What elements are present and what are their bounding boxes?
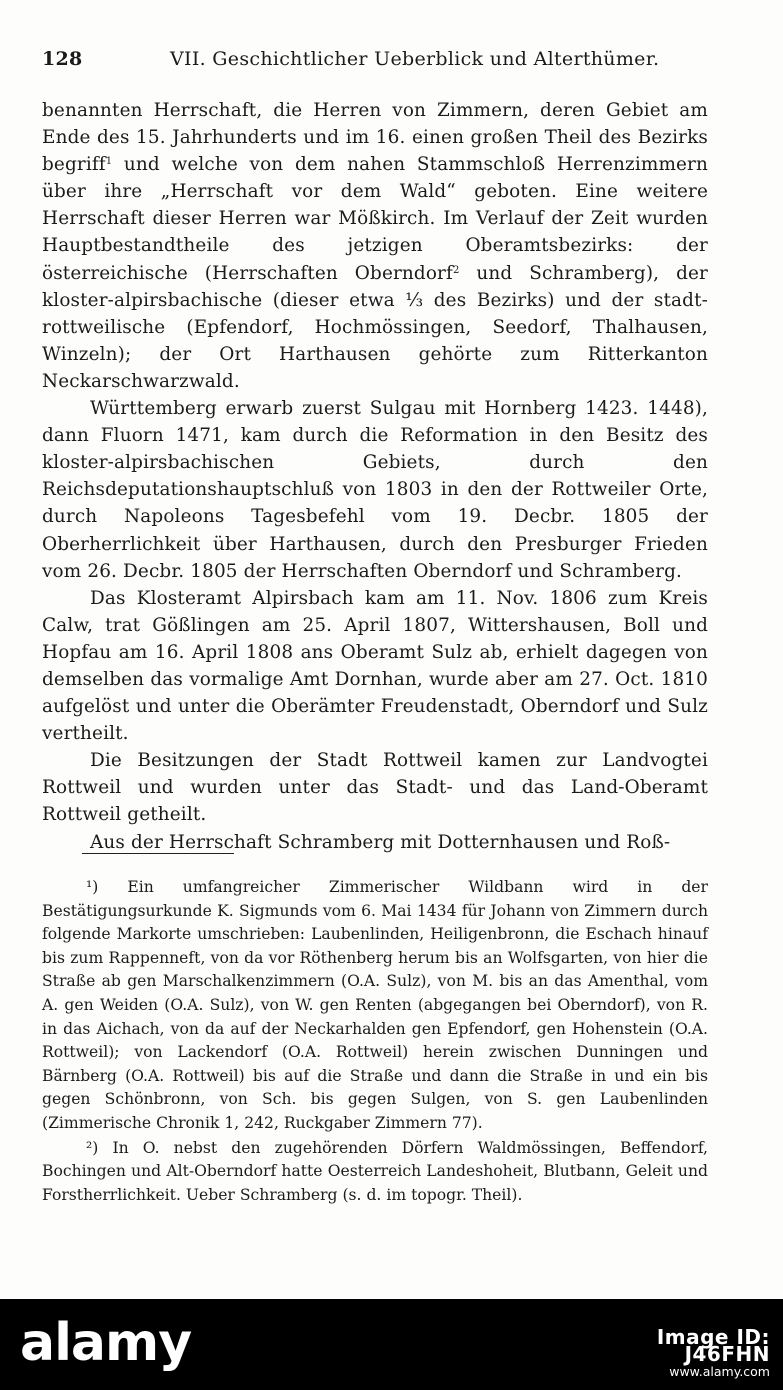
running-title: VII. Geschichtlicher Ueberblick und Alterthümer. xyxy=(170,48,660,70)
site-url: www.alamy.com xyxy=(669,1364,770,1379)
paragraph-4: Die Besitzungen der Stadt Rottweil kamen zur Landvogtei Rottweil und wurden unter das Stadt- und das Land-Oberamt Rottweil getheilt. xyxy=(42,750,708,826)
watermark-caption xyxy=(620,1327,770,1380)
paragraph-5: Aus der Herrschaft Schramberg mit Dotternhausen und Roß- xyxy=(90,831,671,853)
paragraph-2: Württemberg erwarb zuerst Sulgau mit Hornberg 1423. 1448), dann Fluorn 1471, kam durch die Reformation in den Besitz des kloster-alpirsbachischen Gebiets, durch den Reichsdeputationshauptschluß von 1803 in den der Rottweiler Orte, durch Napoleons Tagesbefehl vom 19. Decbr. 1805 der Oberherrlichkeit über Harthausen, durch den Presburger Frieden vom 26. Decbr. 1805 der Herrschaften Oberndorf und Schramberg. xyxy=(42,398,708,582)
footnote-separator xyxy=(82,853,234,854)
footnote-1-text: Ein umfangreicher Zimmerischer Wildbann wird in der Bestätigungsurkunde K. Sigmunds vom 6. Mai 1434 für Johann von Zimmern durch folgende Markorte umschrieben: Laubenlinden, Heiligenbronn, die Eschach hinauf bis zum Rappenneft, von da vor Röthenberg herum bis an Wolfsgarten, von hier die Straße ab gen Marschalkenzimmern (O.A. Sulz), von M. bis an das Amenthal, vom A. gen Weiden (O.A. Sulz), von W. gen Renten (abgegangen bei Oberndorf), von R. in das Aichach, von da auf der Neckarhalden gen Epfendorf, gen Hohenstein (O.A. Rottweil); von Lackendorf (O.A. Rottweil) herein zwischen Dunningen und Bärnberg (O.A. Rottweil) bis auf die Straße und dann die Straße in und ein bis gegen Schönbronn, von Sch. bis gegen Sulgen, von S. gen Laubenlinden (Zimmerische Chronik 1, 242, Ruckgaber Zimmern 77). xyxy=(42,878,708,1132)
image-id: Image ID: J46FHN xyxy=(656,1325,770,1366)
paragraph-1 xyxy=(42,97,708,395)
footnote-2 xyxy=(42,1137,708,1208)
page-number: 128 xyxy=(42,48,83,70)
footnote-2-text: In O. nebst den zugehörenden Dörfern Waldmössingen, Beffendorf, Bochingen und Alt-Oberndorf hatte Oesterreich Landeshoheit, Blutbann, Geleit und Forstherrlichkeit. Ueber Schramberg (s. d. im topogr. Theil). xyxy=(42,1138,708,1204)
footnote-ref-1: 1 xyxy=(105,156,113,168)
alamy-logo: alamy xyxy=(20,1313,192,1373)
paragraph-1-text-b: und welche von dem nahen Stammschloß Herrenzimmern über ihre „Herrschaft vor dem Wald“ geboten. Eine weitere Herrschaft dieser Herren war Mößkirch. Im Verlauf der Zeit wurden Hauptbestandtheile des jetzigen Oberamtsbezirks: der österreichische (Herrschaften Oberndorf xyxy=(42,154,708,284)
paragraph-1-text-c: und Schramberg), der kloster-alpirsbachische (dieser etwa ⅓ des Bezirks) und der stadt-rottweilische (Epfendorf, Hochmössingen, Seedorf, Thalhausen, Winzeln); der Ort Harthausen gehörte zum Ritterkanton Neckarschwarzwald. xyxy=(42,262,708,392)
page-header xyxy=(42,48,742,76)
footnote-2-mark: ²) xyxy=(86,1138,99,1157)
footnote-ref-2: 2 xyxy=(452,264,460,276)
footnotes xyxy=(42,876,708,1208)
footnote-1 xyxy=(42,876,708,1136)
footnote-1-mark: ¹) xyxy=(86,878,99,896)
main-text xyxy=(42,97,708,856)
paragraph-3: Das Klosteramt Alpirsbach kam am 11. Nov. 1806 zum Kreis Calw, trat Gößlingen am 25. April 1807, Wittershausen, Boll und Hopfau am 16. April 1808 ans Oberamt Sulz ab, erhielt dagegen von demselben das vormalige Amt Dornhan, wurde aber am 27. Oct. 1810 aufgelöst und unter die Oberämter Freudenstadt, Oberndorf und Sulz vertheilt. xyxy=(42,587,708,745)
watermark-banner xyxy=(0,1299,783,1390)
paragraph-1-text: benannten Herrschaft, die Herren von Zimmern, deren Gebiet am Ende des 15. Jahrhunderts und im 16. einen großen Theil des Bezirks begriff xyxy=(42,100,708,176)
